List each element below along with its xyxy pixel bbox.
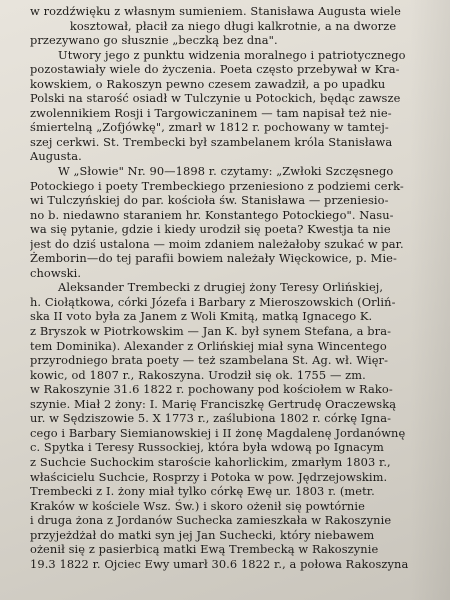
text-line: h. Ciołątkowa, córki Józefa i Barbary z Mieroszowskich (Orliń- <box>30 294 396 309</box>
page-body-text <box>30 4 436 571</box>
text-line: i druga żona z Jordanów Suchecka zamieszkała w Rakoszynie <box>30 513 392 528</box>
text-line: Żemborin—do tej parafii bowiem należały Więckowice, p. Mie- <box>30 251 397 266</box>
text-line: Augusta. <box>30 149 82 164</box>
text-line: z Suchcie Suchockim staroście kahorlickim, zmarłym 1803 r., <box>30 454 391 469</box>
text-line: Kraków w kościele Wsz. Św.) i skoro ożenił się powtórnie <box>30 498 365 513</box>
text-line: ur. w Sędziszowie 5. X 1773 r., zaślubiona 1802 r. córkę Igna- <box>30 411 392 426</box>
text-line: Aleksander Trembecki z drugiej żony Teresy Orlińskiej, <box>58 280 384 295</box>
text-line: szej cerkwi. St. Trembecki był szambelanem króla Stanisława <box>30 134 393 149</box>
text-line: śmiertelną „Zofjówkę", zmarł w 1812 r. pochowany w tamtej- <box>30 120 389 135</box>
text-line: przyrodniego brata poety — też szambelana St. Ag. wł. Więr- <box>30 353 389 368</box>
text-line: w Rakoszynie 31.6 1822 r. pochowany pod kościołem w Rako- <box>30 382 393 397</box>
text-line: wa się pytanie, gdzie i kiedy urodził się poeta? Kwestja ta nie <box>30 222 391 237</box>
text-line: kowskiem, o Rakoszyn pewno czesem zawadził, a po upadku <box>30 76 386 91</box>
text-line: właścicielu Suchcie, Rosprzy i Potoka w pow. Jędrzejowskim. <box>30 469 388 484</box>
text-line: zwolennikiem Rosji i Targowiczaninem — tam napisał też nie- <box>30 105 392 120</box>
text-line: przezywano go słusznie „beczką bez dna". <box>30 33 278 48</box>
text-line: w rozdźwięku z własnym sumieniem. Stanisława Augusta wiele <box>30 4 401 18</box>
text-line: przyjeżdżał do matki syn jej Jan Suchecki, który niebawem <box>30 527 375 542</box>
text-line: no b. niedawno staraniem hr. Konstantego Potockiego". Nasu- <box>30 207 394 222</box>
text-line: chowski. <box>30 265 82 280</box>
text-line: Utwory jego z punktu widzenia moralnego i patriotycznego <box>58 47 406 62</box>
text-line: kosztował, płacił za niego długi kalkrotnie, a na dworze <box>69 18 397 33</box>
text-line: kowic, od 1807 r., Rakoszyna. Urodził się ok. 1755 — zm. <box>30 367 366 382</box>
text-line: wi Tulczyńskiej do par. kościoła św. Stanisława — przeniesio- <box>30 193 389 208</box>
text-line: cego i Barbary Siemianowskiej i II żonę Magdalenę Jordanównę <box>30 425 406 440</box>
text-line: ska II voto była za Janem z Woli Kmitą, matką Ignacego K. <box>30 309 373 324</box>
text-line: Potockiego i poety Trembeckiego przeniesiono z podziemi cerk- <box>30 178 404 193</box>
text-line: 19.3 1822 r. Ojciec Ewy umarł 30.6 1822 r., a połowa Rakoszyna <box>30 556 409 571</box>
text-line: ożenił się z pasierbicą matki Ewą Trembecką w Rakoszynie <box>30 542 379 557</box>
text-line: szynie. Miał 2 żony: I. Marię Franciszkę Gertrudę Oraczewską <box>30 396 397 411</box>
text-line: W „Słowie" Nr. 90—1898 r. czytamy: „Zwłoki Szczęsnego <box>58 164 394 179</box>
text-line: Trembecki z I. żony miał tylko córkę Ewę ur. 1803 r. (metr. <box>30 484 375 499</box>
text-line: c. Spytka i Teresy Russockiej, która była wdową po Ignacym <box>30 440 384 455</box>
text-line: Polski na starość osiadł w Tulczynie u Potockich, będąc zawsze <box>30 91 401 106</box>
text-line: jest do dziś ustalona — moim zdaniem należałoby szukać w par. <box>30 236 404 251</box>
text-line: z Bryszok w Piotrkowskim — Jan K. był synem Stefana, a bra- <box>30 324 392 339</box>
text-line: pozostawiały wiele do życzenia. Poeta często przebywał w Kra- <box>30 62 400 77</box>
text-line: tem Dominika). Alexander z Orlińskiej miał syna Wincentego <box>30 338 387 353</box>
